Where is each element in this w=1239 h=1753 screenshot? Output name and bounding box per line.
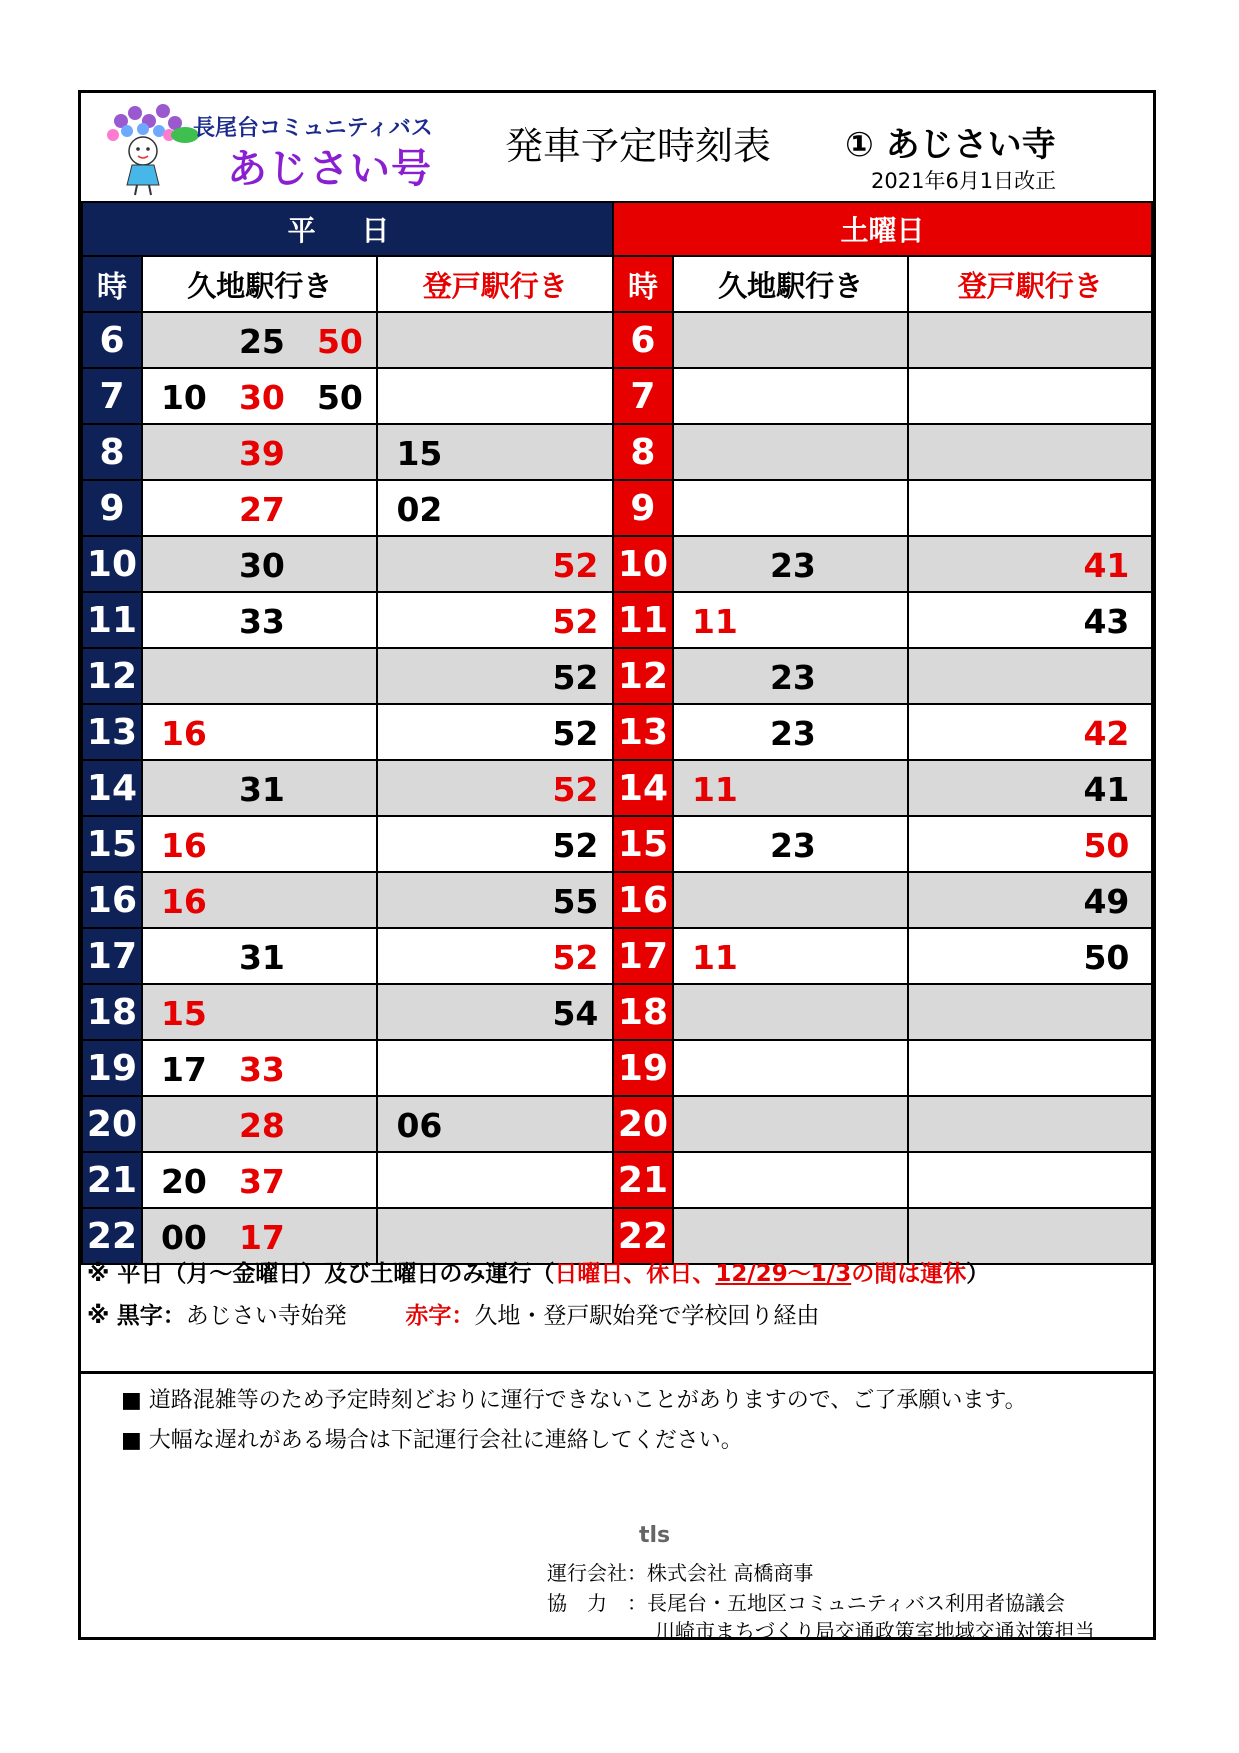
weekday-kuji-cell [142, 424, 378, 480]
saturday-kuji-cell [673, 872, 909, 928]
saturday-noborito-cell [908, 536, 1152, 592]
departure-minute: 41 [1083, 770, 1130, 809]
saturday-hour-cell: 9 [613, 480, 673, 536]
weekday-noborito-cell [377, 704, 613, 760]
weekday-kuji-cell [142, 1040, 378, 1096]
departure-minute: 52 [552, 826, 599, 865]
departure-minute: 30 [238, 546, 285, 585]
weekday-kuji-cell [142, 984, 378, 1040]
brand-line1: 長尾台コミュニティバス [193, 116, 433, 141]
saturday-kuji-cell [673, 424, 909, 480]
saturday-noborito-cell [908, 1096, 1152, 1152]
weekday-kuji-cell [142, 480, 378, 536]
weekday-hour-cell: 6 [82, 312, 142, 368]
departure-minute: 06 [396, 1106, 443, 1145]
weekday-header: 平 日 [82, 202, 613, 256]
timetable-row [82, 648, 1152, 704]
header [81, 93, 1153, 203]
company-logo: tls [639, 1523, 671, 1548]
saturday-kuji-cell [673, 816, 909, 872]
departure-minute: 42 [1083, 714, 1130, 753]
departure-minute: 23 [769, 546, 816, 585]
saturday-hour-cell: 10 [613, 536, 673, 592]
weekday-hour-cell: 17 [82, 928, 142, 984]
saturday-kuji-cell [673, 536, 909, 592]
weekday-hour-cell: 12 [82, 648, 142, 704]
saturday-hour-cell: 18 [613, 984, 673, 1040]
weekday-noborito-cell [377, 536, 613, 592]
saturday-noborito-cell [908, 592, 1152, 648]
weekday-hour-cell: 13 [82, 704, 142, 760]
departure-minute: 30 [238, 378, 285, 417]
saturday-kuji-cell [673, 704, 909, 760]
weekday-kuji-cell [142, 872, 378, 928]
saturday-kuji-cell [673, 592, 909, 648]
timetable-row [82, 592, 1152, 648]
departure-minute: 23 [769, 714, 816, 753]
departure-minute: 17 [238, 1218, 285, 1257]
weekday-noborito-cell [377, 424, 613, 480]
departure-minute: 37 [238, 1162, 285, 1201]
saturday-kuji-cell [673, 1152, 909, 1208]
saturday-noborito-cell [908, 1152, 1152, 1208]
saturday-kuji-cell [673, 928, 909, 984]
departure-minute: 50 [1083, 938, 1130, 977]
departure-minute: 31 [238, 770, 285, 809]
weekday-noborito-cell [377, 480, 613, 536]
timetable [81, 201, 1153, 1265]
saturday-hour-header: 時 [613, 256, 673, 312]
weekday-hour-cell: 7 [82, 368, 142, 424]
departure-minute: 02 [396, 490, 443, 529]
departure-minute: 23 [769, 826, 816, 865]
weekday-kuji-cell [142, 648, 378, 704]
bullet-icon: ■ [121, 1388, 142, 1413]
saturday-noborito-cell [908, 424, 1152, 480]
saturday-hour-cell: 20 [613, 1096, 673, 1152]
weekday-noborito-cell [377, 760, 613, 816]
weekday-noborito-cell [377, 592, 613, 648]
weekday-noborito-header: 登戸駅行き [377, 256, 613, 312]
saturday-hour-cell: 14 [613, 760, 673, 816]
weekday-kuji-cell [142, 536, 378, 592]
departure-minute: 52 [552, 770, 599, 809]
saturday-kuji-cell [673, 368, 909, 424]
saturday-noborito-cell [908, 760, 1152, 816]
departure-minute: 16 [160, 882, 207, 921]
note-operating-days: ※ 平日（月～金曜日）及び土曜日のみ運行（日曜日、休日、12/29～1/3の間は運休） [87, 1261, 990, 1287]
timetable-row [82, 704, 1152, 760]
weekday-hour-cell: 16 [82, 872, 142, 928]
saturday-noborito-cell [908, 928, 1152, 984]
saturday-hour-cell: 13 [613, 704, 673, 760]
cooperation-line: 協 力 ：長尾台・五地区コミュニティバス利用者協議会 [547, 1591, 1065, 1615]
timetable-row [82, 872, 1152, 928]
saturday-hour-cell: 8 [613, 424, 673, 480]
departure-minute: 23 [769, 658, 816, 697]
weekday-kuji-cell [142, 368, 378, 424]
saturday-kuji-cell [673, 480, 909, 536]
departure-minute: 11 [691, 770, 738, 809]
saturday-kuji-cell [673, 648, 909, 704]
saturday-noborito-cell [908, 704, 1152, 760]
weekday-kuji-cell [142, 1096, 378, 1152]
timetable-row [82, 1096, 1152, 1152]
weekday-kuji-cell [142, 928, 378, 984]
cooperation-line2: 川崎市まちづくり局交通政策室地域交通対策担当 [655, 1619, 1095, 1643]
weekday-noborito-cell [377, 648, 613, 704]
departure-minute: 00 [160, 1218, 207, 1257]
departure-minute: 15 [160, 994, 207, 1033]
weekday-noborito-cell [377, 1040, 613, 1096]
departure-minute: 33 [238, 602, 285, 641]
timetable-row [82, 368, 1152, 424]
saturday-kuji-header: 久地駅行き [673, 256, 909, 312]
weekday-hour-cell: 11 [82, 592, 142, 648]
weekday-noborito-cell [377, 928, 613, 984]
weekday-hour-cell: 14 [82, 760, 142, 816]
departure-minute: 15 [396, 434, 443, 473]
saturday-hour-cell: 22 [613, 1208, 673, 1264]
departure-minute: 43 [1083, 602, 1130, 641]
note-color-legend: ※ 黒字：あじさい寺始発 赤字：久地・登戸駅始発で学校回り経由 [87, 1303, 820, 1329]
departure-minute: 52 [552, 546, 599, 585]
notice-contact: ■ 大幅な遅れがある場合は下記運行会社に連絡してください。 [121, 1428, 743, 1453]
departure-minute: 54 [552, 994, 599, 1033]
saturday-kuji-cell [673, 1096, 909, 1152]
saturday-noborito-cell [908, 648, 1152, 704]
weekday-noborito-cell [377, 368, 613, 424]
weekday-kuji-cell [142, 816, 378, 872]
departure-minute: 17 [160, 1050, 207, 1089]
revision-date: 2021年6月1日改正 [871, 169, 1057, 193]
departure-minute: 52 [552, 658, 599, 697]
saturday-noborito-cell [908, 872, 1152, 928]
weekday-kuji-cell [142, 592, 378, 648]
departure-minute: 52 [552, 714, 599, 753]
departure-minute: 10 [160, 378, 207, 417]
departure-minute: 25 [238, 322, 285, 361]
departure-minute: 50 [316, 378, 363, 417]
departure-minute: 50 [316, 322, 363, 361]
timetable-page [78, 90, 1156, 1643]
weekday-kuji-cell [142, 312, 378, 368]
departure-minute: 41 [1083, 546, 1130, 585]
saturday-hour-cell: 11 [613, 592, 673, 648]
weekday-noborito-cell [377, 1096, 613, 1152]
departure-minute: 20 [160, 1162, 207, 1201]
weekday-noborito-cell [377, 816, 613, 872]
saturday-hour-cell: 21 [613, 1152, 673, 1208]
saturday-noborito-cell [908, 984, 1152, 1040]
weekday-hour-cell: 18 [82, 984, 142, 1040]
departure-minute: 11 [691, 602, 738, 641]
weekday-noborito-cell [377, 872, 613, 928]
page-title: 発車予定時刻表 [505, 124, 772, 168]
departure-minute: 52 [552, 938, 599, 977]
weekday-hour-cell: 8 [82, 424, 142, 480]
saturday-hour-cell: 15 [613, 816, 673, 872]
timetable-row [82, 1152, 1152, 1208]
bullet-icon: ■ [121, 1428, 142, 1453]
weekday-noborito-cell [377, 984, 613, 1040]
saturday-hour-cell: 19 [613, 1040, 673, 1096]
weekday-hour-cell: 21 [82, 1152, 142, 1208]
saturday-noborito-cell [908, 1040, 1152, 1096]
weekday-noborito-cell [377, 312, 613, 368]
route-name: ① あじさい寺 [845, 125, 1056, 165]
timetable-row [82, 928, 1152, 984]
departure-minute: 49 [1083, 882, 1130, 921]
saturday-kuji-cell [673, 984, 909, 1040]
weekday-noborito-cell [377, 1152, 613, 1208]
saturday-hour-cell: 16 [613, 872, 673, 928]
departure-minute: 55 [552, 882, 599, 921]
weekday-hour-cell: 22 [82, 1208, 142, 1264]
departure-minute: 52 [552, 602, 599, 641]
weekday-kuji-header: 久地駅行き [142, 256, 378, 312]
departure-minute: 28 [238, 1106, 285, 1145]
timetable-row [82, 760, 1152, 816]
saturday-hour-cell: 12 [613, 648, 673, 704]
departure-minute: 39 [238, 434, 285, 473]
weekday-kuji-cell [142, 760, 378, 816]
departure-minute: 11 [691, 938, 738, 977]
weekday-hour-cell: 15 [82, 816, 142, 872]
departure-minute: 31 [238, 938, 285, 977]
timetable-row [82, 424, 1152, 480]
timetable-row [82, 984, 1152, 1040]
weekday-hour-cell: 9 [82, 480, 142, 536]
notice-delay: ■ 道路混雑等のため予定時刻どおりに運行できないことがありますので、ご了承願います。 [121, 1388, 1027, 1413]
notes [81, 1247, 1153, 1374]
brand-line2: あじさい号 [227, 146, 432, 192]
timetable-row [82, 536, 1152, 592]
departure-minute: 16 [160, 826, 207, 865]
saturday-kuji-cell [673, 312, 909, 368]
saturday-noborito-cell [908, 368, 1152, 424]
saturday-kuji-cell [673, 760, 909, 816]
weekday-hour-cell: 19 [82, 1040, 142, 1096]
timetable-row [82, 480, 1152, 536]
departure-minute: 27 [238, 490, 285, 529]
departure-minute: 50 [1083, 826, 1130, 865]
weekday-hour-cell: 20 [82, 1096, 142, 1152]
weekday-kuji-cell [142, 1152, 378, 1208]
weekday-hour-header: 時 [82, 256, 142, 312]
saturday-noborito-header: 登戸駅行き [908, 256, 1152, 312]
timetable-row [82, 1040, 1152, 1096]
departure-minute: 16 [160, 714, 207, 753]
saturday-hour-cell: 7 [613, 368, 673, 424]
saturday-hour-cell: 6 [613, 312, 673, 368]
operator-line: 運行会社：株式会社 高橋商事 [547, 1561, 814, 1585]
timetable-row [82, 816, 1152, 872]
weekday-kuji-cell [142, 704, 378, 760]
saturday-header: 土曜日 [613, 202, 1152, 256]
timetable-row [82, 312, 1152, 368]
saturday-kuji-cell [673, 1040, 909, 1096]
weekday-hour-cell: 10 [82, 536, 142, 592]
saturday-noborito-cell [908, 312, 1152, 368]
saturday-hour-cell: 17 [613, 928, 673, 984]
saturday-noborito-cell [908, 816, 1152, 872]
departure-minute: 33 [238, 1050, 285, 1089]
saturday-noborito-cell [908, 480, 1152, 536]
